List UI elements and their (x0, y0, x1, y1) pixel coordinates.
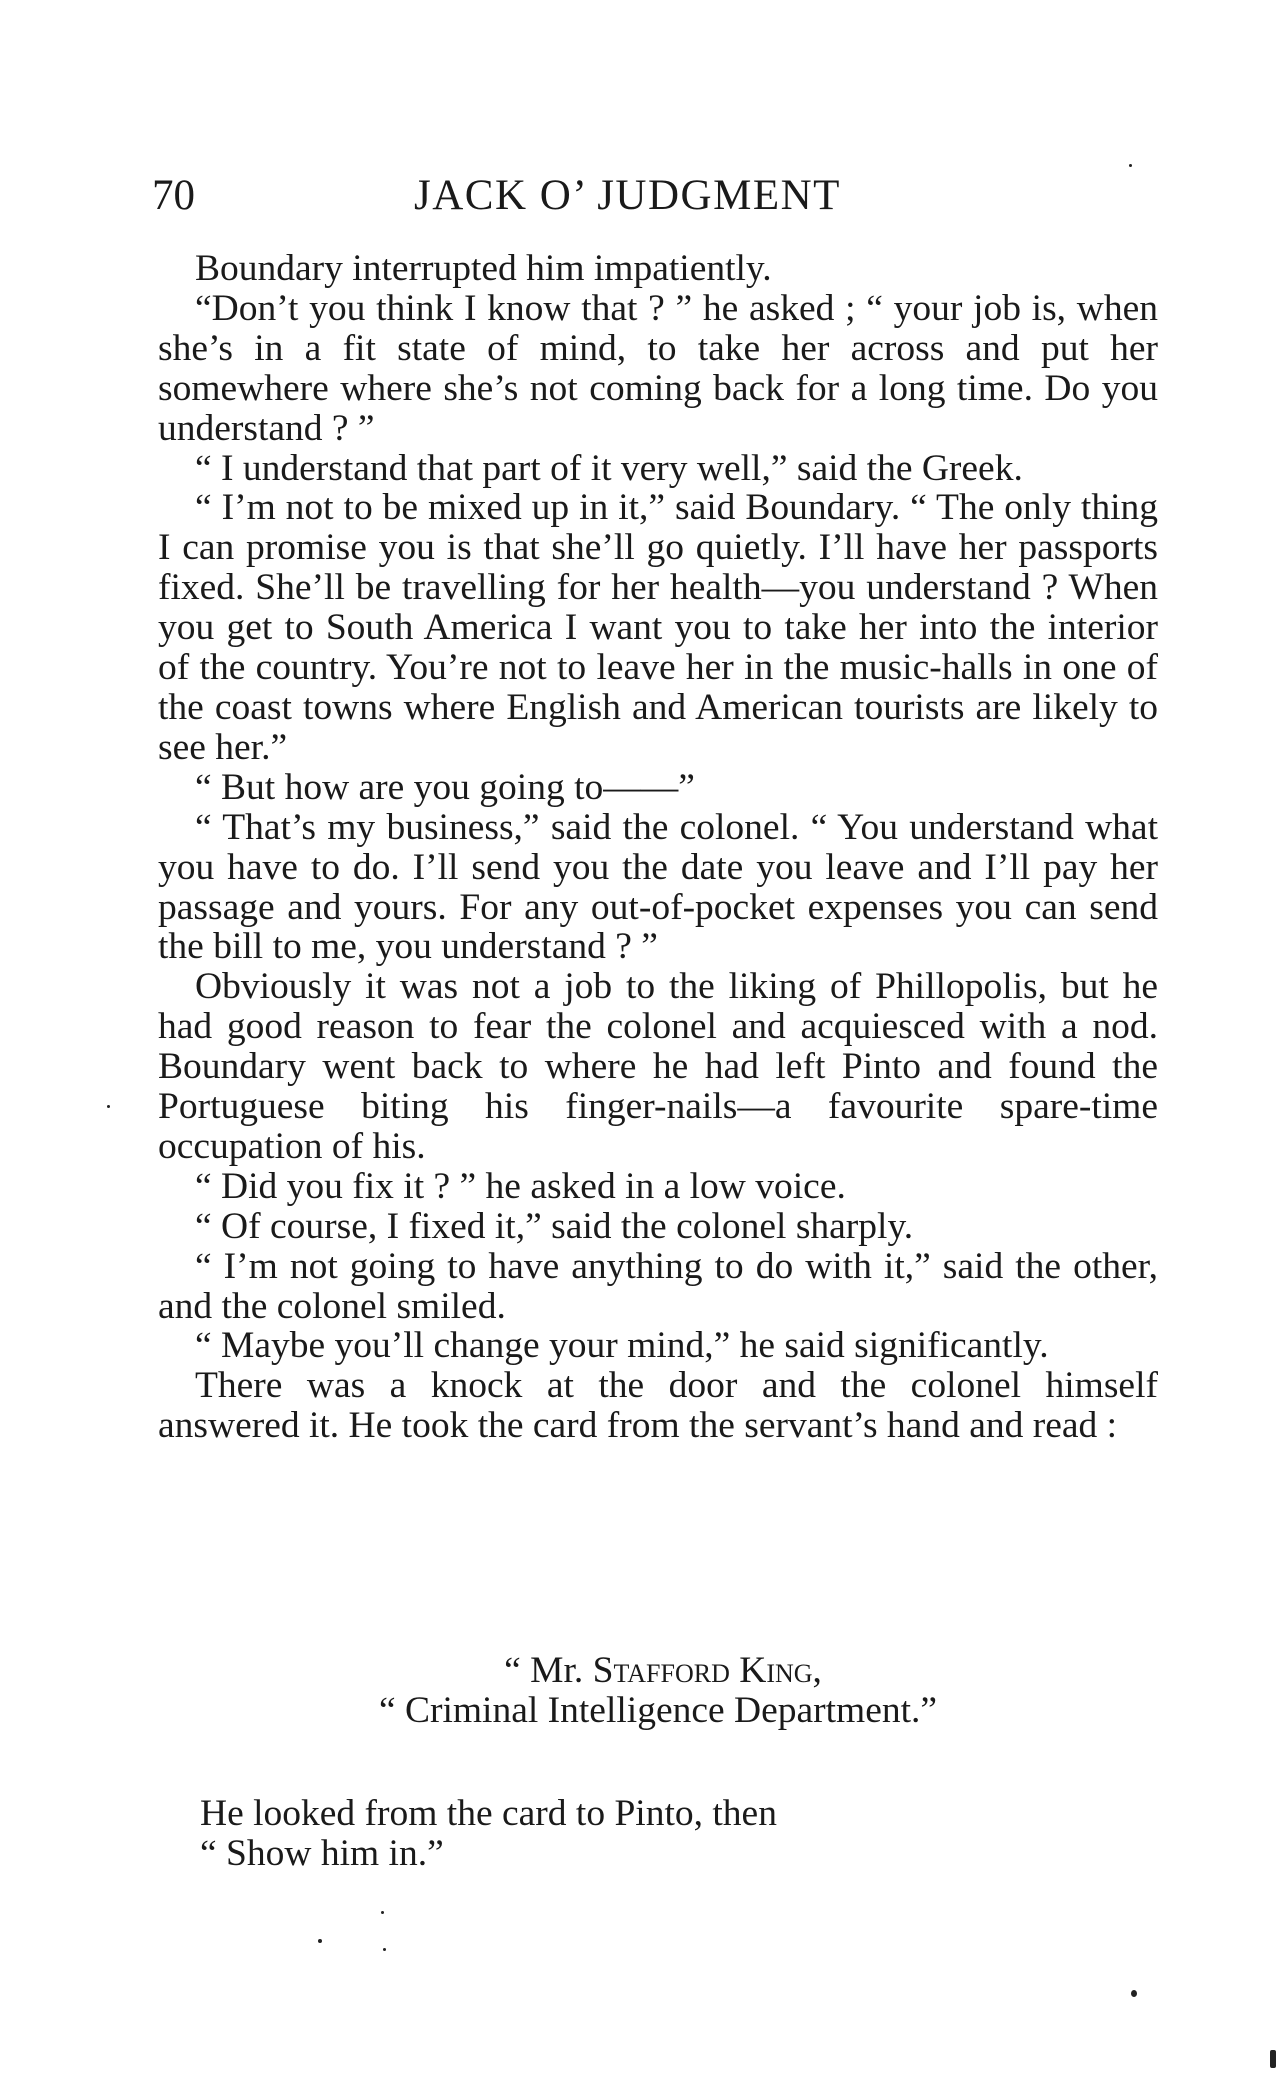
card-comma: , (812, 1650, 822, 1691)
print-speck (1131, 1990, 1137, 1997)
running-title: JACK O’ JUDGMENT (414, 172, 841, 219)
print-speck (1270, 2050, 1276, 2068)
print-speck (107, 1105, 110, 1108)
closing-lines (200, 1794, 1100, 1874)
paragraph: “ I’m not to be mixed up in it,” said Boundary. “ The only thing I can promise you is that she’ll go quietly. I’ll have her passports fixed. She’ll be travelling for her health—you understand ? When you get to South America I want you to take her into the interior of the country. You’re not to leave her in the music-halls in one of the coast towns where English and American tourists are likely to see her.” (158, 487, 1158, 768)
paragraph: “ I’m not going to have anything to do with it,” said the other, and the colonel smiled. (158, 1245, 1158, 1327)
print-speck (383, 1948, 386, 1951)
page-number: 70 (152, 172, 195, 219)
paragraph: “Don’t you think I know that ? ” he asked ; “ your job is, when she’s in a fit state of mind, to take her across and put her somewhere where she’s not coming back for a long time. Do you understand ? ” (158, 287, 1158, 449)
card-department-line: “ Criminal Intelligence Department.” (378, 1690, 938, 1731)
paragraph: There was a knock at the door and the colonel himself answered it. He took the card from the servant’s hand and read : (158, 1365, 1158, 1447)
card-open-quote: “ Mr. (504, 1650, 593, 1691)
card-name: Stafford King (592, 1650, 813, 1691)
body-text (158, 249, 1158, 1446)
paragraph: “ Of course, I fixed it,” said the colonel sharply. (195, 1205, 914, 1247)
card-name-line (158, 1651, 1158, 1691)
print-speck (1129, 164, 1132, 167)
print-speck (318, 1939, 322, 1943)
paragraph: Boundary interrupted him impatiently. (195, 248, 772, 289)
calling-card-text (158, 1651, 1158, 1731)
paragraph: “ Maybe you’ll change your mind,” he said significantly. (195, 1325, 1049, 1367)
paragraph: “ That’s my business,” said the colonel. “ You understand what you have to do. I’ll send you the date you leave and I’ll pay her passage and yours. For any out-of-pocket expenses you can send the bill to me, you understand ? ” (158, 806, 1158, 968)
paragraph: Obviously it was not a job to the liking of Phillopolis, but he had good reason to fear the colonel and acquiesced with a nod. Boundary went back to where he had left Pinto and found the Portuguese biting his finger-nails—a favourite spare-time occupation of his. (158, 966, 1158, 1167)
print-speck (381, 1911, 384, 1914)
paragraph: “ Did you fix it ? ” he asked in a low voice. (195, 1165, 846, 1207)
closing-line: “ Show him in.” (200, 1833, 444, 1874)
paragraph: “ I understand that part of it very well,” said the Greek. (195, 447, 1023, 489)
closing-line: He looked from the card to Pinto, then (200, 1793, 777, 1834)
paragraph: “ But how are you going to——” (195, 766, 695, 808)
running-head (152, 166, 912, 226)
